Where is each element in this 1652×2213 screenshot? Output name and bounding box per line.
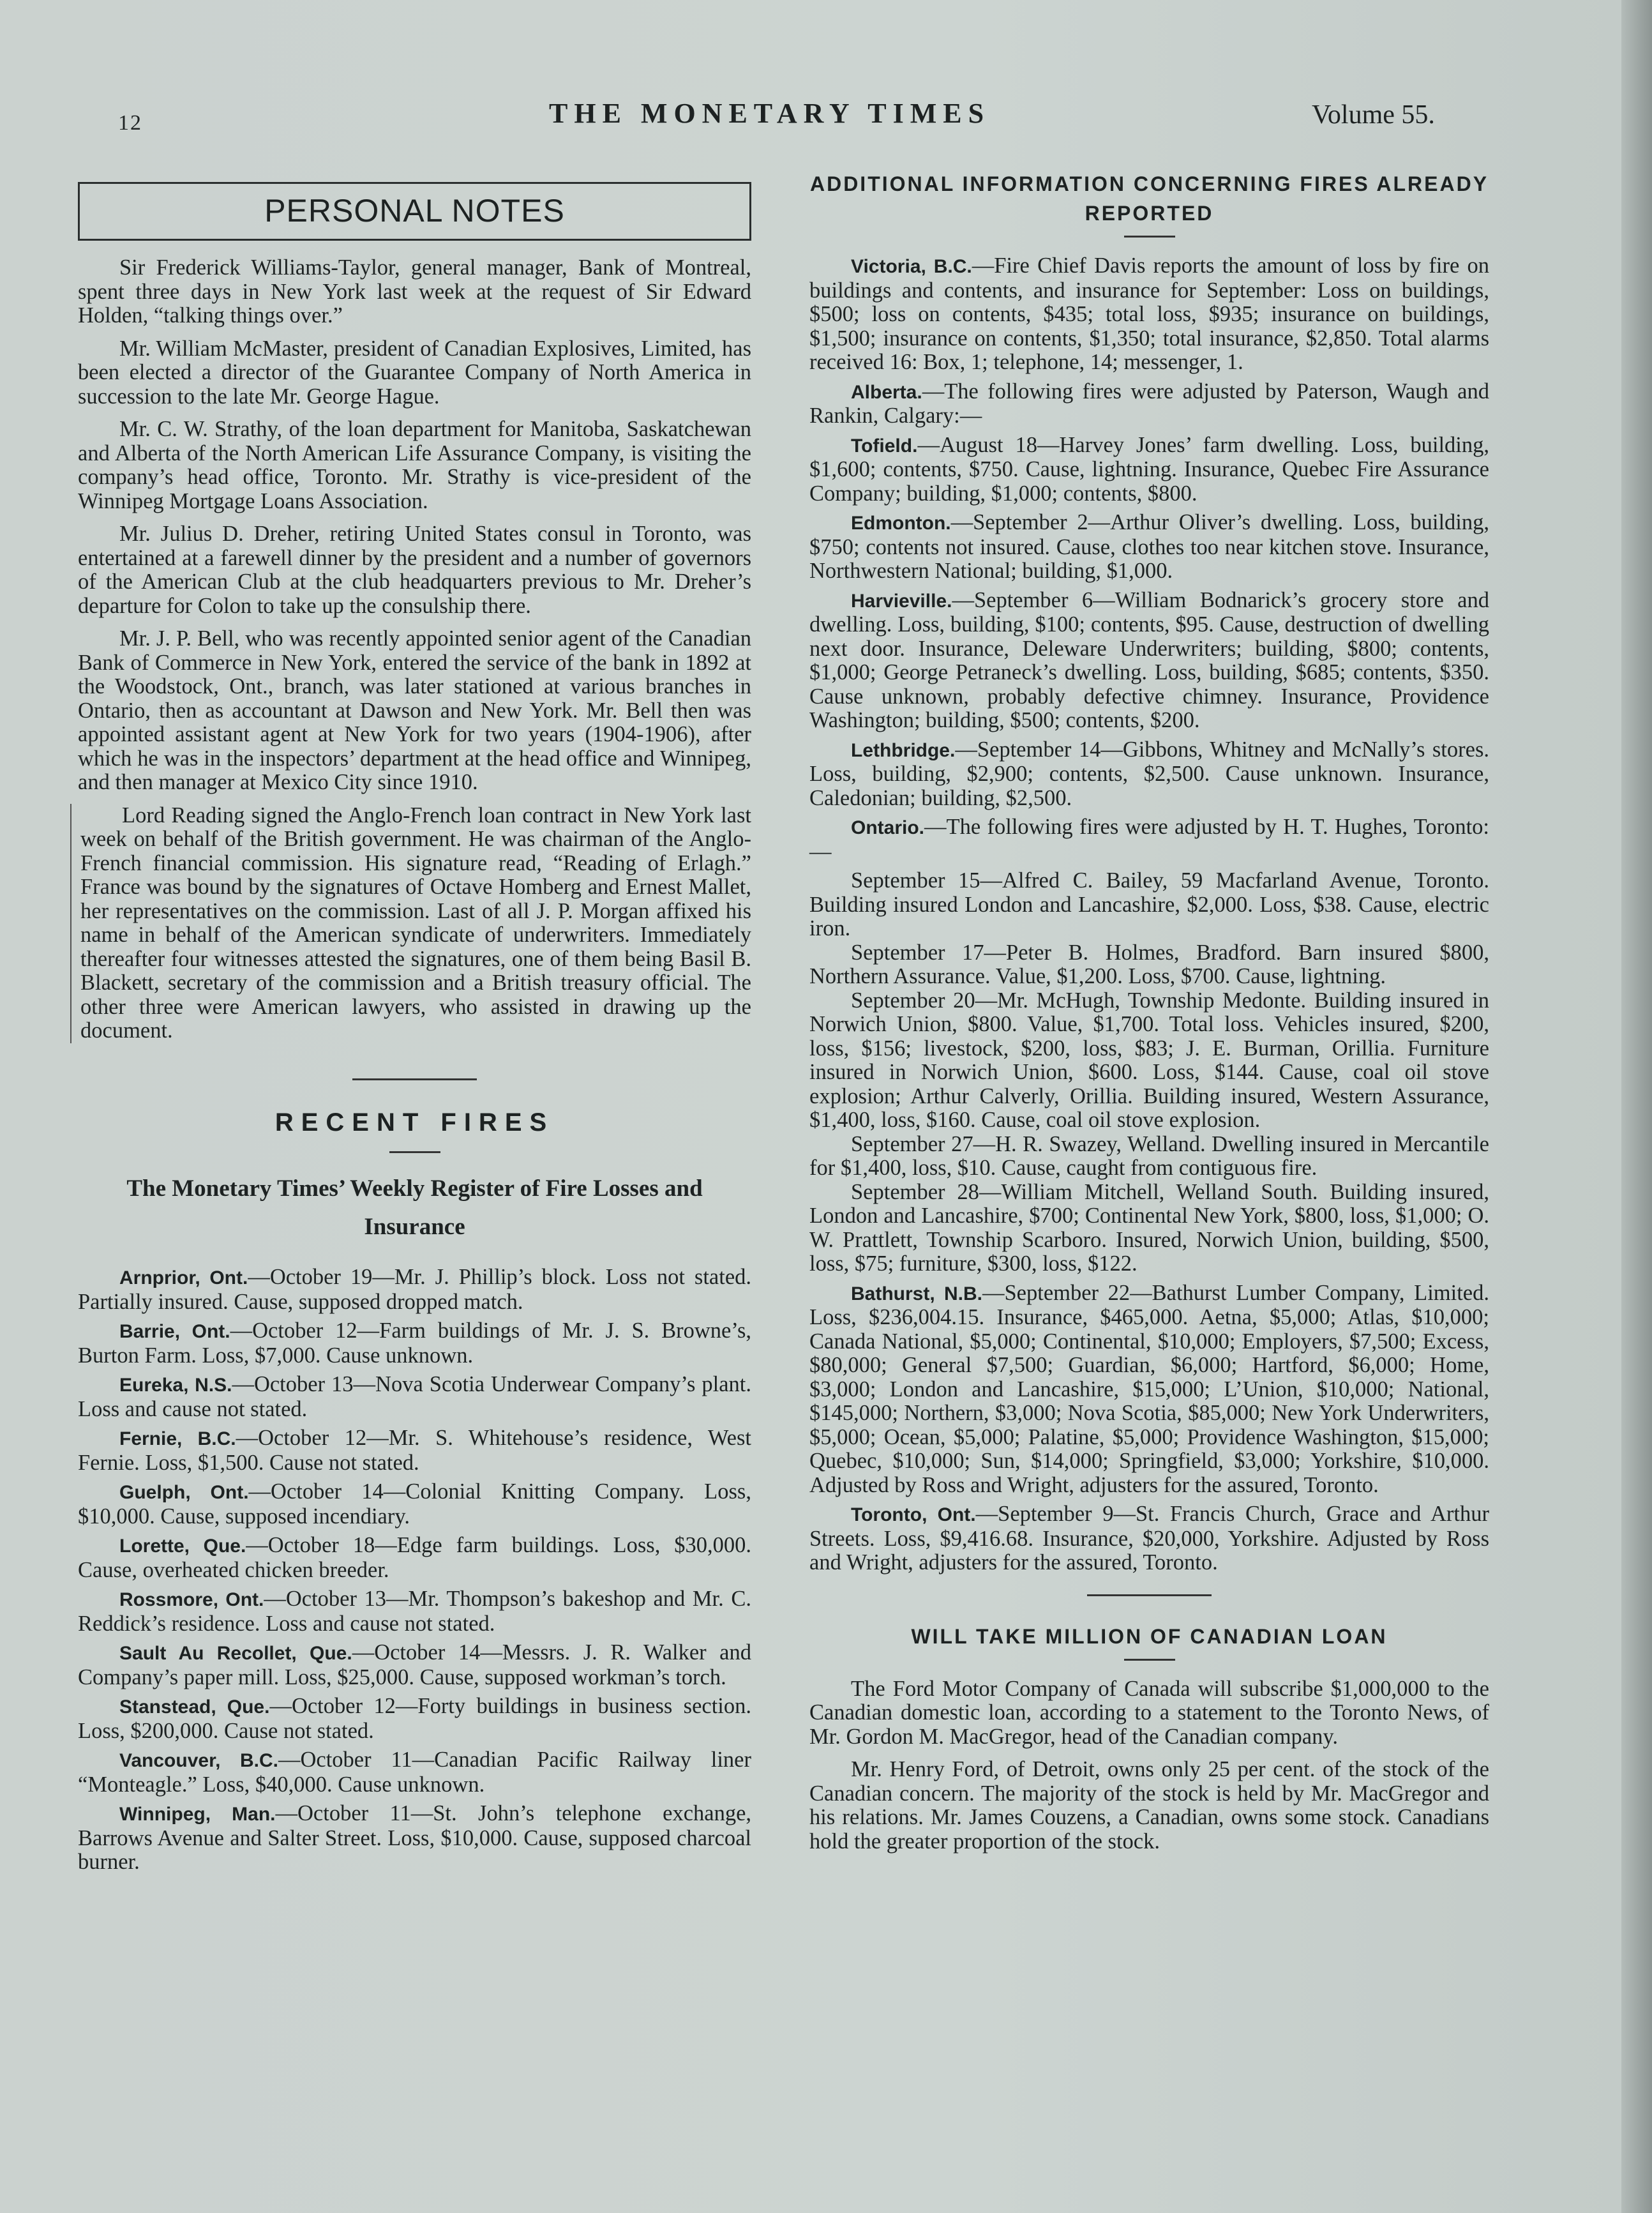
heading-rule	[389, 1151, 440, 1153]
fire-text: —October 13—Nova Scotia Underwear Company’s plant. Loss and cause not stated.	[78, 1372, 751, 1421]
ontario-fire-item: September 28—William Mitchell, Welland South. Building insured, London and Lancashire, $700; Continental New York, $800, loss, $1,000; O. W. Prattlett, Township Scarboro. Insured, Norwich Union, building, $500, loss, $75; furniture, $300, loss, $122.	[809, 1179, 1489, 1276]
personal-note: Mr. J. P. Bell, who was recently appointed senior agent of the Canadian Bank of Commerce in New York, entered the service of the bank in 1892 at the Woodstock, Ont., branch, was later stationed at various branches in Ontario, then as accountant at Dawson and New York. Mr. Bell then was appointed assistant agent at New York for two years (1904-1906), after which he was in the inspectors’ department at the head office and Winnipeg, and then manager at Mexico City since 1910.	[78, 626, 751, 794]
fire-entry	[78, 1695, 751, 1743]
personal-note: Mr. C. W. Strathy, of the loan department for Manitoba, Saskatchewan and Alberta of the North American Life Assurance Company, is visiting the company’s head office, Toronto. Mr. Strathy is vice-president of the Winnipeg Mortgage Loans Association.	[78, 417, 751, 513]
fire-place: Vancouver, B.C.	[119, 1750, 278, 1771]
page-header	[0, 97, 1621, 142]
fire-place: Lorette, Que.	[119, 1536, 246, 1557]
fire-place: Barrie, Ont.	[119, 1321, 230, 1342]
personal-note: Mr. William McMaster, president of Canadian Explosives, Limited, has been elected a director of the Guarantee Company of North America in succession to the late Mr. George Hague.	[78, 336, 751, 409]
publication-title: THE MONETARY TIMES	[549, 98, 991, 129]
fire-entry	[809, 380, 1489, 428]
page-number: 12	[118, 111, 142, 135]
ontario-fire-item: September 27—H. R. Swazey, Welland. Dwelling insured in Mercantile for $1,400, loss, $10. Cause, caught from contiguous fire.	[809, 1131, 1489, 1180]
fire-entry	[78, 1748, 751, 1797]
fire-entry	[809, 589, 1489, 733]
heading-rule	[1124, 236, 1175, 238]
fire-place: Rossmore, Ont.	[119, 1589, 264, 1610]
fire-entry	[78, 1373, 751, 1421]
fire-text: —October 11—Canadian Pacific Railway liner “Monteagle.” Loss, $40,000. Cause unknown.	[78, 1748, 751, 1797]
fire-place: Edmonton.	[851, 513, 951, 534]
personal-note: Sir Frederick Williams-Taylor, general manager, Bank of Montreal, spent three days in New York last week at the request of Sir Edward Holden, “talking things over.”	[78, 255, 751, 328]
fire-place: Fernie, B.C.	[119, 1428, 236, 1449]
fire-entry	[809, 1502, 1489, 1575]
fire-entry	[809, 511, 1489, 584]
fire-text: —October 18—Edge farm buildings. Loss, $30,000. Cause, overheated chicken breeder.	[78, 1533, 751, 1582]
ontario-fire-item: September 17—Peter B. Holmes, Bradford. Barn insured $800, Northern Assurance. Value, $1,200. Loss, $700. Cause, lightning.	[809, 940, 1489, 988]
personal-note: Mr. Julius D. Dreher, retiring United States consul in Toronto, was entertained at a farewell dinner by the president and a number of governors of the American Club at the club headquarters previous to Mr. Dreher’s departure for Colon to take up the consulship there.	[78, 522, 751, 618]
register-subtitle: The Monetary Times’ Weekly Register of Fire Losses and Insurance	[126, 1175, 703, 1240]
ontario-fire-item: September 20—Mr. McHugh, Township Medonte. Building insured in Norwich Union, $800. Value, $1,700. Total loss. Vehicles insured, $200, loss, $156; livestock, $200, loss, $83; J. E. Burman, Orillia. Furniture insured in Norwich Union, $600. Loss, $144. Cause, coal oil stove explosion; Arthur Calverly, Orillia. Building insured, Western Assurance, $1,400, loss, $160. Cause, coal oil stove explosion.	[809, 988, 1489, 1132]
fire-place: Victoria, B.C.	[851, 256, 972, 277]
section-divider	[1087, 1594, 1212, 1596]
fire-place: Lethbridge.	[851, 739, 956, 761]
fire-entry	[78, 1534, 751, 1582]
fire-text: —October 12—Farm buildings of Mr. J. S. Browne’s, Burton Farm. Loss, $7,000. Cause unknown.	[78, 1318, 752, 1368]
volume-label: Volume 55.	[1312, 100, 1435, 130]
fire-entry	[78, 1426, 751, 1475]
fire-place: Guelph, Ont.	[119, 1482, 249, 1503]
heading-rule	[1124, 1659, 1175, 1661]
personal-note-marked: Lord Reading signed the Anglo-French loan contract in New York last week on behalf of the British government. He was chairman of the Anglo-French financial commission. His signature read, “Reading of Erlagh.” France was bound by the signatures of Octave Homberg and Ernest Mallet, her representatives on the commission. Last of all J. P. Morgan affixed his name in behalf of the American syndicate of underwriters. Immediately thereafter four witnesses attested the signatures, one of them being Basil B. Blackett, secretary of the commission and a British treasury official. The other three were American lawyers, who assisted in drawing up the document.	[70, 804, 751, 1043]
fire-text: —The following fires were adjusted by Paterson, Waugh and Rankin, Calgary:—	[809, 379, 1489, 428]
fire-place: Winnipeg, Man.	[119, 1804, 276, 1825]
personal-notes-heading: PERSONAL NOTES	[78, 182, 751, 241]
fire-place: Ontario.	[851, 817, 925, 838]
fire-text: —October 14—Colonial Knitting Company. Loss, $10,000. Cause, supposed incendiary.	[78, 1479, 751, 1529]
fire-text: —The following fires were adjusted by H. T. Hughes, Toronto:—	[809, 815, 1489, 864]
page-edge-shadow	[1621, 0, 1652, 2213]
ford-article-heading: WILL TAKE MILLION OF CANADIAN LOAN	[911, 1624, 1388, 1648]
additional-info-heading: ADDITIONAL INFORMATION CONCERNING FIRES ALREADY REPORTED	[809, 172, 1489, 225]
fire-place: Toronto, Ont.	[851, 1504, 976, 1525]
fire-entry	[809, 815, 1489, 864]
fire-place: Harvieville.	[851, 590, 952, 612]
fire-text: —October 12—Forty buildings in business section. Loss, $200,000. Cause not stated.	[78, 1694, 751, 1743]
fire-text: —Fire Chief Davis reports the amount of loss by fire on buildings and contents, and insurance for September: Loss on buildings, $500; loss on contents, $435; total loss, $935; insurance on buildings, $1,500; insurance on contents, $1,350; total insurance, $2,850. Total alarms received 16: Box, 1; telephone, 14; messenger, 1.	[809, 253, 1489, 374]
ford-paragraph: The Ford Motor Company of Canada will subscribe $1,000,000 to the Canadian domestic loan, according to a statement to the Toronto News, of Mr. Gordon M. MacGregor, head of the Canadian company.	[809, 1676, 1489, 1749]
fire-place: Tofield.	[851, 435, 918, 457]
fire-text: —September 9—St. Francis Church, Grace and Arthur Streets. Loss, $9,416.68. Insurance, $20,000, Yorkshire. Adjusted by Ross and Wright, adjusters for the assured, Toronto.	[809, 1502, 1489, 1575]
recent-fires-heading: RECENT FIRES	[274, 1108, 555, 1137]
fire-text: —September 14—Gibbons, Whitney and McNally’s stores. Loss, building, $2,900; contents, $2,500. Cause unknown. Insurance, Caledonian; building, $2,500.	[809, 737, 1489, 810]
ford-paragraph: Mr. Henry Ford, of Detroit, owns only 25 per cent. of the stock of the Canadian concern. The majority of the stock is held by Mr. MacGregor and his relations. Mr. James Couzens, a Canadian, owns some stock. Canadians hold the greater proportion of the stock.	[809, 1757, 1489, 1854]
fire-place: Alberta.	[851, 381, 922, 403]
fire-text: —October 12—Mr. S. Whitehouse’s residence, West Fernie. Loss, $1,500. Cause not stated.	[78, 1426, 751, 1475]
fire-place: Eureka, N.S.	[119, 1375, 232, 1396]
fire-text: —October 11—St. John’s telephone exchange, Barrows Avenue and Salter Street. Loss, $10,000. Cause, supposed charcoal burner.	[78, 1801, 752, 1874]
fire-text: —October 14—Messrs. J. R. Walker and Company’s paper mill. Loss, $25,000. Cause, supposed workman’s torch.	[78, 1640, 751, 1689]
fire-entry	[78, 1802, 751, 1875]
fire-entry	[78, 1319, 751, 1368]
right-column	[809, 169, 1489, 1862]
fire-place: Arnprior, Ont.	[119, 1267, 248, 1288]
fire-text: —August 18—Harvey Jones’ farm dwelling. Loss, building, $1,600; contents, $750. Cause, lightning. Insurance, Quebec Fire Assurance Company; building, $1,000; contents, $800.	[809, 432, 1489, 506]
ontario-fire-item: September 15—Alfred C. Bailey, 59 Macfarland Avenue, Toronto. Building insured London and Lancashire, $2,000. Loss, $38. Cause, electric iron.	[809, 868, 1489, 940]
fire-text: —September 22—Bathurst Lumber Company, Limited. Loss, $236,004.15. Insurance, $465,000. Aetna, $5,000; Atlas, $10,000; Canada National, $5,000; Continental, $10,000; Employers, $7,500; Excess, $80,000; General $7,500; Guardian, $6,000; Hartford, $6,000; Home, $3,000; London and Lancashire, $15,000; L’Union, $10,000; National, $145,000; Northern, $3,000; Nova Scotia, $85,000; New York Underwriters, $5,000; Ocean, $5,000; Palatine, $5,000; Providence Washington, $15,000; Quebec, $10,000; Sun, $14,000; Springfield, $3,000; Yorkshire, $10,000. Adjusted by Ross and Wright, adjusters for the assured, Toronto.	[809, 1280, 1489, 1497]
section-divider	[352, 1078, 477, 1080]
fire-entry	[809, 738, 1489, 811]
fire-entry	[78, 1587, 751, 1636]
fire-place: Bathurst, N.B.	[851, 1283, 982, 1304]
fire-place: Stanstead, Que.	[119, 1696, 270, 1718]
fire-text: —October 19—Mr. J. Phillip’s block. Loss not stated. Partially insured. Cause, supposed dropped match.	[78, 1265, 752, 1314]
fire-entry	[809, 434, 1489, 506]
left-column	[78, 182, 751, 1880]
fire-place: Sault Au Recollet, Que.	[119, 1643, 352, 1664]
fire-text: —October 13—Mr. Thompson’s bakeshop and Mr. C. Reddick’s residence. Loss and cause not stated.	[78, 1587, 751, 1636]
fire-entry	[809, 254, 1489, 375]
fire-text: —September 6—William Bodnarick’s grocery store and dwelling. Loss, building, $100; contents, $95. Cause, destruction of dwelling next door. Insurance, Deleware Underwriters; building, $800; contents, $1,000; George Petraneck’s dwelling. Loss, building, $685; contents, $350. Cause unknown, probably defective chimney. Insurance, Providence Washington; building, $500; contents, $200.	[809, 587, 1489, 732]
fire-entry	[78, 1641, 751, 1689]
fire-text: —September 2—Arthur Oliver’s dwelling. Loss, building, $750; contents not insured. Cause, clothes too near kitchen stove. Insurance, Northwestern National; building, $1,000.	[809, 510, 1489, 583]
fire-entry	[78, 1265, 751, 1314]
fire-entry	[78, 1480, 751, 1529]
fire-entry	[809, 1281, 1489, 1498]
